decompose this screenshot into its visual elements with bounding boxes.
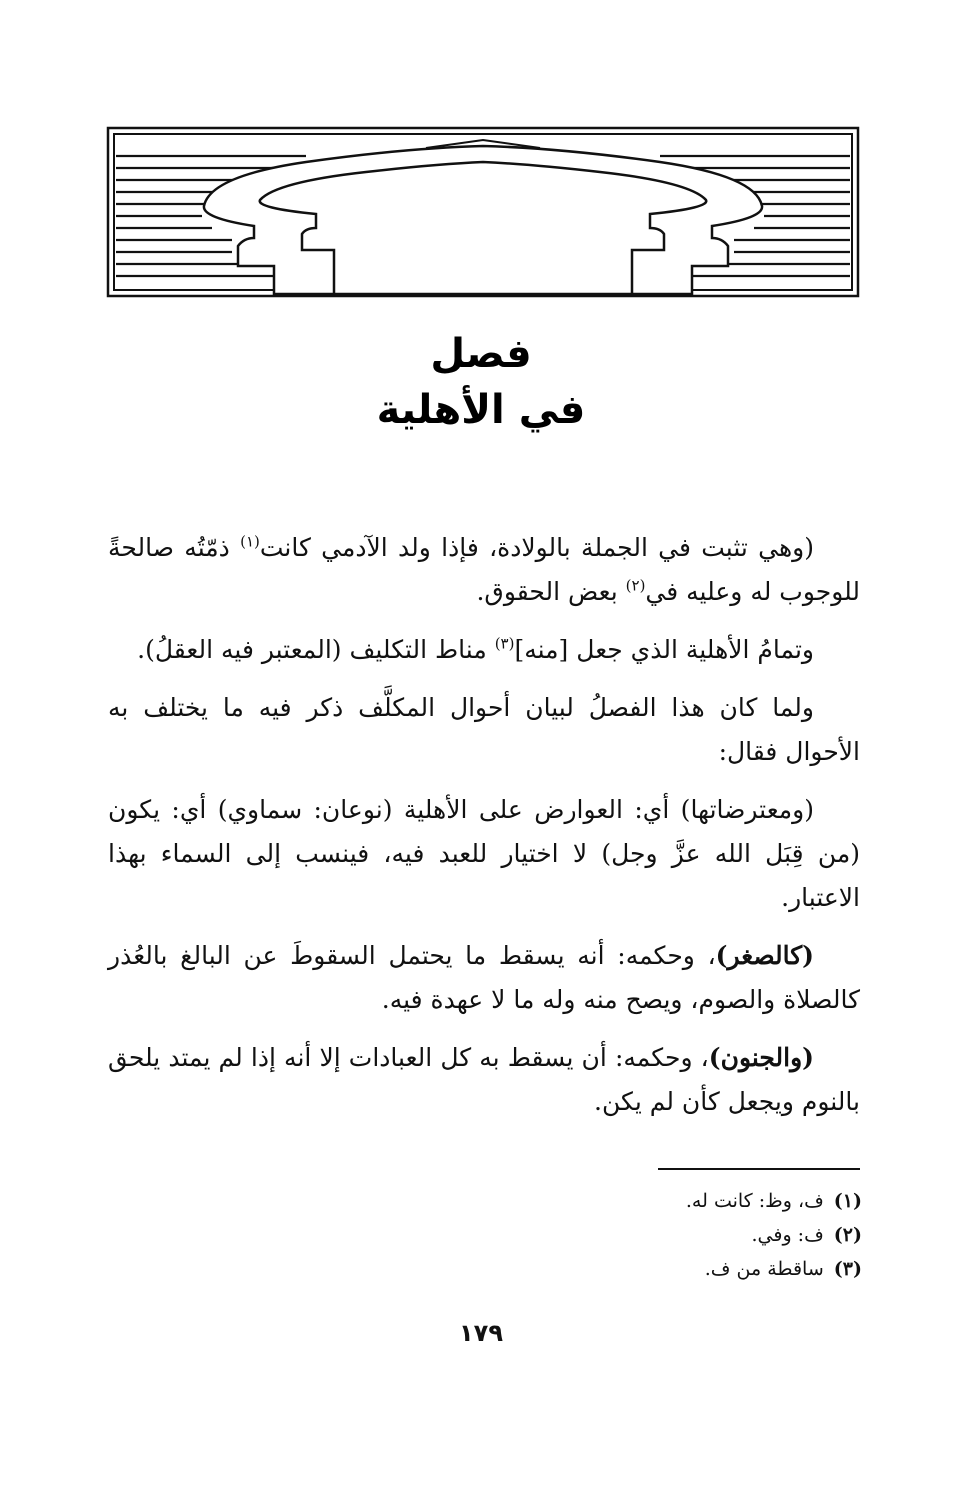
text-run: (ومعترضاتها) أي: العوارض على الأهلية (نوعان: سماوي) أي: يكون (من قِبَل الله عزَّ وجل) لا اختيار للعبد فيه، فينسب إلى السماء بهذا الاعتبار. xyxy=(108,795,860,912)
footnote-item xyxy=(442,1252,862,1286)
footnotes xyxy=(442,1184,862,1286)
paragraph xyxy=(108,934,860,1022)
paragraph xyxy=(108,788,860,920)
paragraph xyxy=(108,628,860,672)
bold-term: (كالصغر) xyxy=(715,941,814,970)
bold-term: (والجنون) xyxy=(708,1043,814,1072)
text-run: ولما كان هذا الفصلُ لبيان أحوال المكلَّف ذكر فيه ما يختلف به الأحوال فقال: xyxy=(108,693,860,766)
body-text xyxy=(108,526,860,1138)
footnote-text: ساقطة من ف. xyxy=(704,1258,824,1280)
text-run: ، وحكمه: أنه يسقط ما يحتمل السقوطَ عن البالغ بالعُذر كالصلاة والصوم، ويصح منه وله ما لا عهدة فيه. xyxy=(108,941,860,1014)
footnote-item xyxy=(442,1218,862,1252)
text-run: ذمّتُه صالحةً للوجوب له وعليه في xyxy=(108,533,860,606)
footnote-text: ف، وظ: كانت له. xyxy=(685,1190,824,1212)
text-run: ، وحكمه: أن يسقط به كل العبادات إلا أنه إذا لم يمتد يلحق بالنوم ويجعل كأن لم يكن. xyxy=(108,1043,860,1116)
arch-frame-ornament xyxy=(106,126,860,298)
chapter-heading: فصل xyxy=(430,331,532,377)
footnote-marker: (١) xyxy=(240,532,260,551)
text-run: مناط التكليف (المعتبر فيه العقلُ). xyxy=(137,635,495,664)
footnote-separator xyxy=(658,1168,860,1170)
footnote-marker: (٢) xyxy=(625,576,646,595)
footnote-number: (١) xyxy=(833,1190,862,1212)
page-number: ١٧٩ xyxy=(459,1319,503,1347)
paragraph xyxy=(108,1036,860,1124)
footnote-item xyxy=(442,1184,862,1218)
chapter-subheading: في الأهلية xyxy=(376,387,586,433)
paragraph xyxy=(108,526,860,614)
footnote-number: (٢) xyxy=(833,1224,862,1246)
footnote-marker: (٣) xyxy=(494,634,515,653)
paragraph xyxy=(108,686,860,774)
text-run: وتمامُ الأهلية الذي جعل [منه] xyxy=(514,635,814,664)
footnote-text: ف: وفي. xyxy=(751,1224,824,1246)
text-run: بعض الحقوق. xyxy=(476,577,626,606)
footnote-number: (٣) xyxy=(833,1258,862,1280)
text-run: (وهي تثبت في الجملة بالولادة، فإذا ولد الآدمي كانت xyxy=(259,533,814,562)
